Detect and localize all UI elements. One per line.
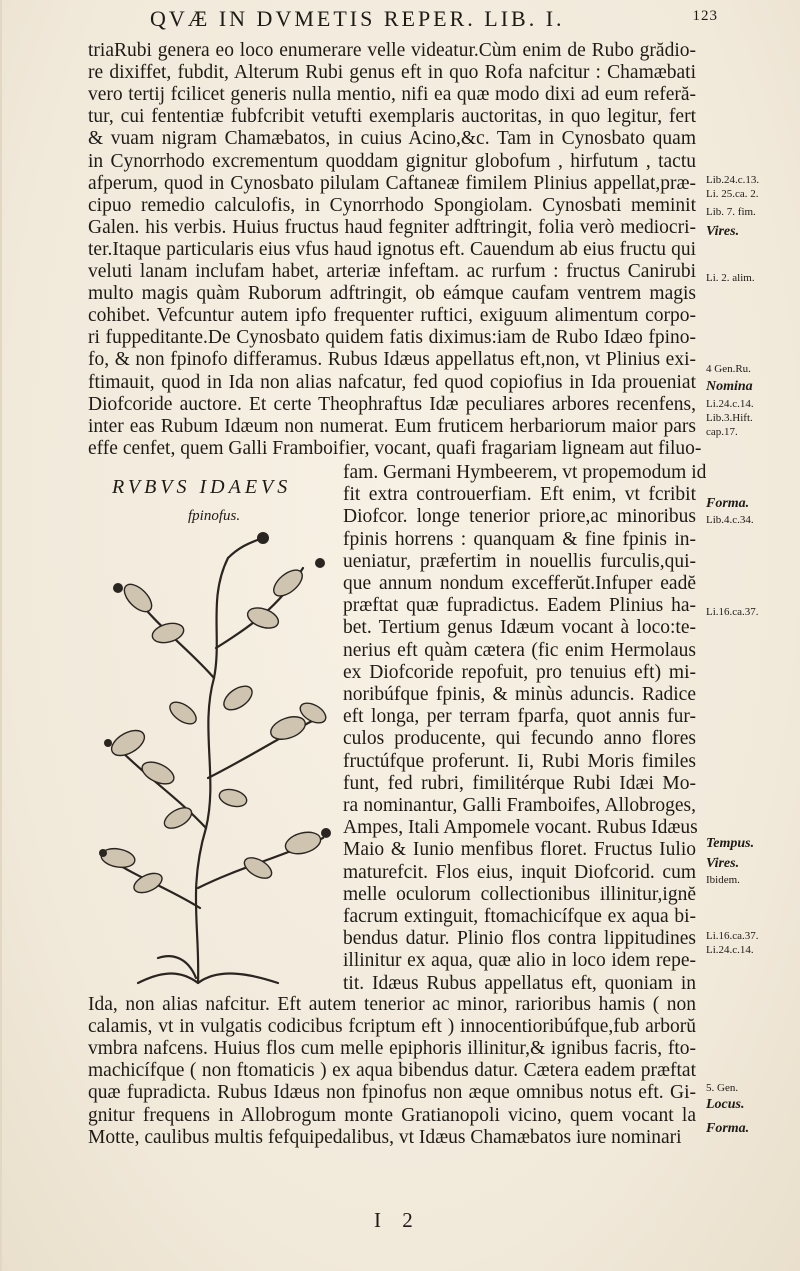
text-line: illinitur ex aqua, quæ alio in loco idem repe- <box>343 950 696 972</box>
margin-note: Vires. <box>706 856 740 871</box>
margin-note: Lib.24.c.13. <box>706 174 760 186</box>
page-number: 123 <box>692 8 718 24</box>
text-line: tit. Idæus Rubus appellatus eft, quoniam in <box>343 972 696 994</box>
text-line: Diofcor. longe tenerior priore,ac minoribus <box>343 506 696 528</box>
margin-note: Tempus. <box>706 836 755 851</box>
text-line: Diofcoride auctore. Et certe Theophraftus Idæ peculiares arbores recenfens, <box>88 393 696 415</box>
signature-mark: I 2 <box>374 1208 421 1232</box>
margin-note: Lib.3.Hift. <box>706 412 753 424</box>
margin-note: Li. 25.ca. 2. <box>706 188 759 200</box>
text-line: culos producente, qui fecundo anno flores <box>343 728 696 750</box>
text-line: vmbra nafcens. Huius flos cum melle epiphoris illinitur,& ignibus facris, fto- <box>88 1038 696 1060</box>
margin-note: Forma. <box>706 1121 750 1136</box>
text-line: ex Diofcoride repofuit, pro tenuius eft) mi- <box>343 661 696 683</box>
text-line: bet. Tertium genus Idæum vocant à loco:te- <box>343 617 696 639</box>
text-line: cipuo remedio calculofis, in Cynorrhodo Spongiolam. Cynosbati meminit <box>88 194 696 216</box>
text-line: præftat quæ fupradictus. Eadem Plinius ha- <box>343 595 696 617</box>
margin-note: Li. 2. alim. <box>706 272 755 284</box>
margin-note: Forma. <box>706 496 750 511</box>
text-line: fructúfque proferunt. Ii, Rubi Moris fimiles <box>343 750 696 772</box>
text-line: ueniatur, præfertim in nouellis furculis,qui- <box>343 550 696 572</box>
text-line: tur, cui fententiæ fubfcribit vetufti exemplaris auctoritas, in quo legitur, fert <box>88 106 696 128</box>
margin-note: Li.24.c.14. <box>706 944 754 956</box>
text-line: & vuam nigram Chamæbatos, in cuius Acino,&c. Tam in Cynosbato quam <box>88 128 696 150</box>
text-line: noribúfque fpinis, & minùs aduncis. Radice <box>343 684 696 705</box>
text-line: maturefcit. Flos eius, inquit Diofcorid. cum <box>343 861 696 883</box>
text-line: facrum extinguit, ftomachicífque ex aqua bi- <box>343 906 696 927</box>
figure-caption-title: RVBVS IDAEVS <box>112 476 292 498</box>
margin-note: Nomina <box>706 379 753 394</box>
text-line: ter.Itaque particularis eius vfus haud ignotus eft. Cauendum ab eius fructu qui <box>88 238 696 260</box>
margin-note: Li.24.c.14. <box>706 398 754 410</box>
text-line: eft longa, per terram fparfa, quot annis fur- <box>343 706 696 728</box>
raspberry-woodcut-illustration <box>88 528 336 988</box>
text-line: ftimauit, quod in Ida non alias nafcatur, fed quod copiofius in Ida proueniat <box>88 371 696 393</box>
text-line: afperum, quod in Cynosbato pilulam Caftaneæ fimilem Plinius appellat,præ- <box>88 172 696 194</box>
text-line: melle oculorum collectionibus illinitur,ignĕ <box>343 883 696 905</box>
text-line: quæ fupradicta. Rubus Idæus non fpinofus non æque omnibus notus eft. Gi- <box>88 1082 696 1104</box>
running-title: QVÆ IN DVMETIS REPER. LIB. I. <box>150 6 565 31</box>
margin-note: Li.16.ca.37. <box>706 606 759 618</box>
text-line: machicífque ( non ftomaticis ) ex aqua bibendus datur. Cætera eadem præftat <box>88 1060 696 1082</box>
margin-note: Lib.4.c.34. <box>706 514 754 526</box>
margin-note: Li.16.ca.37. <box>706 930 759 942</box>
text-line: veluti lanam inclufam habet, arteriæ infeftam. ac rurfum : fructus Canirubi <box>88 261 696 282</box>
margin-note: Ibidem. <box>706 874 740 886</box>
text-line: funt, fed rubri, fimilitérque Rubi Idæi Mo- <box>343 772 696 794</box>
margin-note: Vires. <box>706 224 740 239</box>
text-line: que annum nondum excefferŭt.Infuper eadĕ <box>343 573 696 594</box>
text-line: effe cenfet, quem Galli Framboifier, vocant, quafi fragariam ligneam aut filuo- <box>88 437 702 459</box>
text-line: calamis, vt in vulgatis codicibus fcriptum eft ) innocentioribúfque,fub arborŭ <box>88 1016 696 1038</box>
text-line: in Cynorrhodo excrementum quoddam gignitur globofum , hirfutum , tactu <box>88 150 696 172</box>
margin-note: 4 Gen.Ru. <box>706 363 751 375</box>
margin-note: Lib. 7. fim. <box>706 206 756 218</box>
text-line: Ida, non alias nafcitur. Eft autem tenerior ac minor, rarioribus hamis ( non <box>88 994 696 1015</box>
text-line: fo, & non fpinofo differamus. Rubus Idæus appellatus eft,non, vt Plinius exi- <box>88 349 696 371</box>
text-line: Motte, caulibus multis fefquipedalibus, vt Idæus Chamæbatos iure nominari <box>88 1126 682 1148</box>
margin-note: 5. Gen. <box>706 1082 739 1094</box>
text-line: multo magis quàm Ruborum adftringit, ob eámque caufam ventrem magis <box>88 283 696 305</box>
text-line: Galen. his verbis. Huius fructus haud fegniter adftringit, folia verò mediocri- <box>88 216 696 238</box>
text-line: inter eas Rubum Idæum non numerat. Eum fruticem herbariorum maior pars <box>88 415 696 437</box>
margin-note: cap.17. <box>706 426 738 438</box>
figure-caption-subtitle: fpinofus. <box>188 508 241 524</box>
text-line: bendus datur. Plinio flos contra lippitudines <box>343 928 696 950</box>
text-line: Maio & Iunio menfibus floret. Fructus Iulio <box>343 839 696 861</box>
text-line: gnitur frequens in Allobrogum monte Gratianopoli vicino, quem vocant la <box>88 1104 696 1126</box>
text-line: vero tertij fcilicet generis nulla mentio, nifi ea quæ modo dixi ad eum referă- <box>88 84 696 106</box>
text-line: triaRubi genera eo loco enumerare velle videatur.Cùm enim de Rubo grădio- <box>88 40 696 61</box>
margin-note: Locus. <box>706 1097 745 1112</box>
text-line: ra nominantur, Galli Framboifes, Allobroges, <box>343 795 696 816</box>
text-line: nerius eft quàm cætera (fic enim Hermolaus <box>343 639 696 661</box>
running-header <box>150 6 718 36</box>
page-edge <box>0 0 2 1271</box>
text-line: fit extra controuerfiam. Eft enim, vt fcribit <box>343 484 696 506</box>
text-line: fam. Germani Hymbeerem, vt propemodum id <box>343 462 707 483</box>
text-line: Ampes, Itali Ampomele vocant. Rubus Idæus <box>343 817 698 839</box>
text-line: re dixiffet, fubdit, Alterum Rubi genus eft in quo Rofa nafcitur : Chamæbati <box>88 62 696 84</box>
text-line: ri fuppeditante.De Cynosbato quidem fatis diximus:iam de Rubo Idæo fpino- <box>88 327 696 349</box>
text-line: cohibet. Vefcuntur autem ipfo frequenter ruftici, exiguum alimentum corpo- <box>88 305 696 327</box>
text-line: fpinis horrens : quanquam & fine fpinis in- <box>343 528 696 550</box>
